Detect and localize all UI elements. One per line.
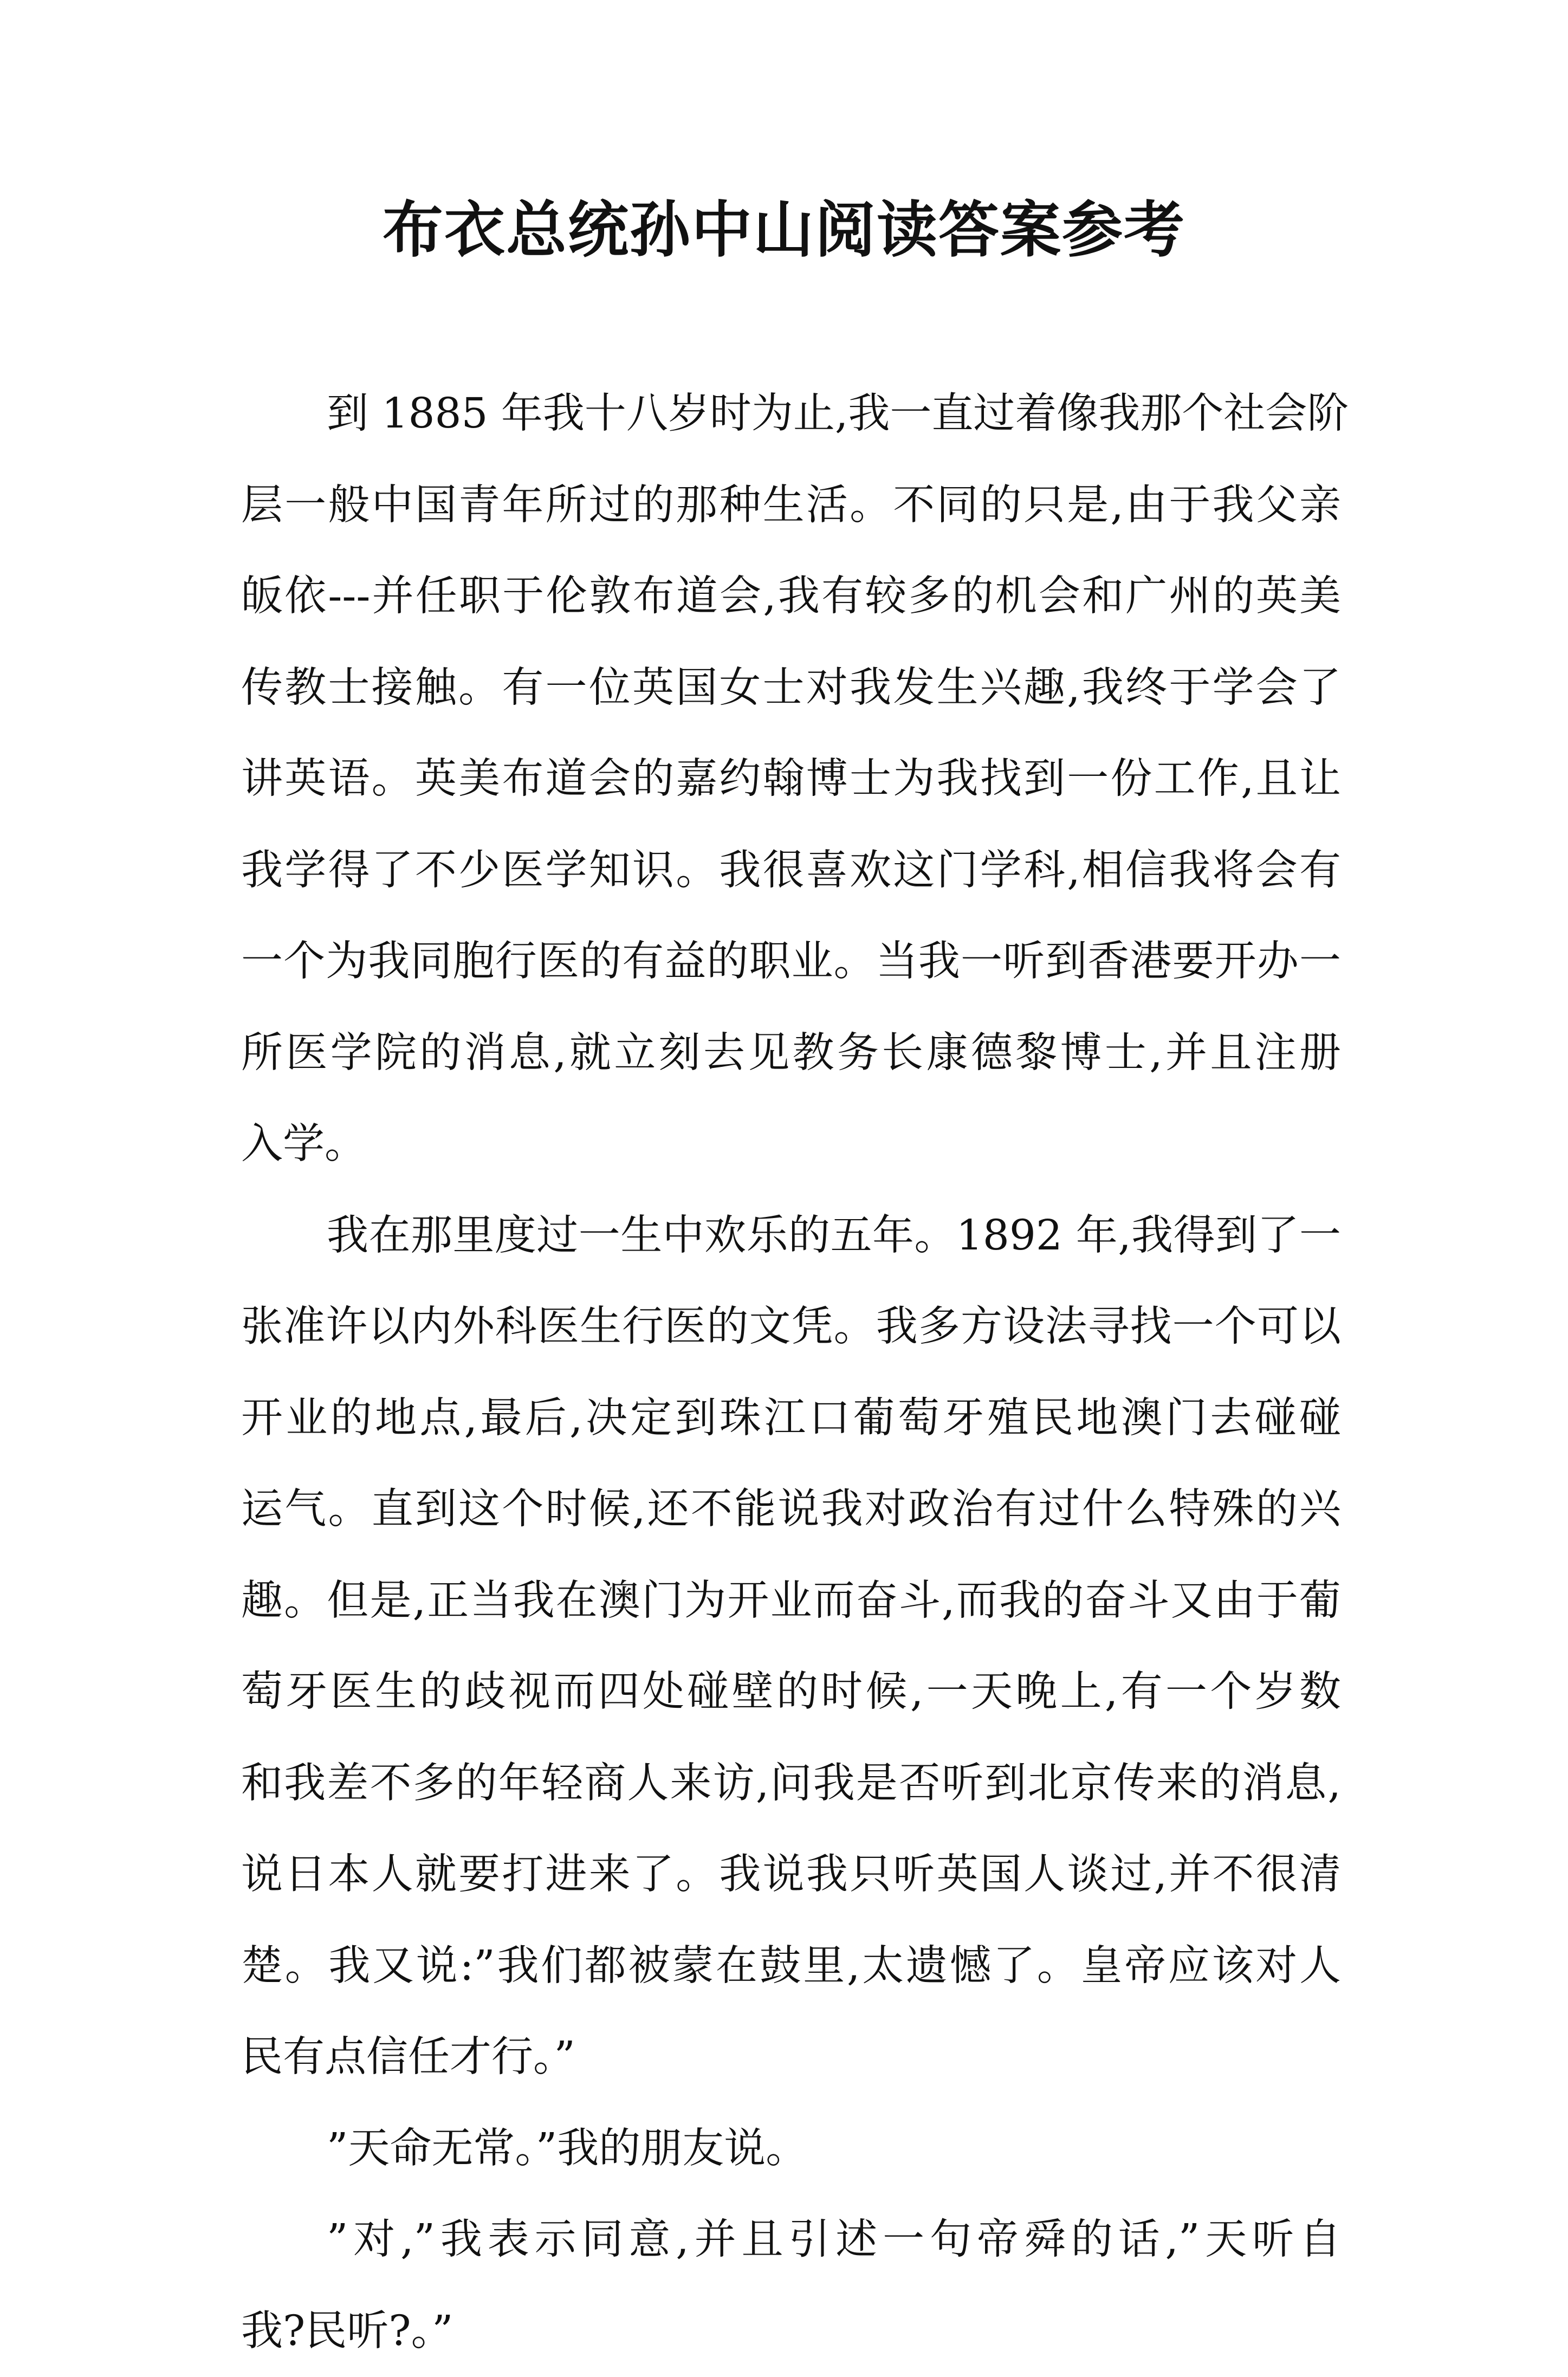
- paragraph-line: 萄牙医生的歧视而四处碰壁的时候,一天晚上,有一个岁数: [241, 1647, 1341, 1738]
- paragraph-line: 我学得了不少医学知识。我很喜欢这门学科,相信我将会有: [241, 825, 1341, 917]
- paragraph-line: 一个为我同胞行医的有益的职业。当我一听到香港要开办一: [241, 916, 1341, 1008]
- paragraph-line: 趣。但是,正当我在澳门为开业而奋斗,而我的奋斗又由于葡: [241, 1556, 1341, 1647]
- paragraph-line: 讲英语。英美布道会的嘉约翰博士为我找到一份工作,且让: [241, 734, 1341, 825]
- paragraph-line: 皈依---并任职于伦敦布道会,我有较多的机会和广州的英美: [241, 551, 1341, 643]
- document-title: 布衣总统孙中山阅读答案参考: [0, 192, 1568, 268]
- document-body: [241, 368, 1341, 2377]
- paragraph-line: ”天命无常。”我的朋友说。: [241, 2103, 1341, 2195]
- paragraph-line: 入学。: [241, 1099, 1341, 1190]
- paragraph-line: 我?民听?。”: [241, 2286, 1341, 2377]
- paragraph-line: 所医学院的消息,就立刻去见教务长康德黎博士,并且注册: [241, 1008, 1341, 1099]
- paragraph-line: 和我差不多的年轻商人来访,问我是否听到北京传来的消息,: [241, 1738, 1341, 1830]
- paragraph-line: 层一般中国青年所过的那种生活。不同的只是,由于我父亲: [241, 460, 1341, 552]
- paragraph-line: ”对,”我表示同意,并且引述一句帝舜的话,”天听自: [241, 2194, 1341, 2286]
- paragraph-line: 传教士接触。有一位英国女士对我发生兴趣,我终于学会了: [241, 643, 1341, 734]
- paragraph-line: 到 1885 年我十八岁时为止,我一直过着像我那个社会阶: [241, 368, 1341, 460]
- paragraph-line: 楚。我又说:”我们都被蒙在鼓里,太遗憾了。皇帝应该对人: [241, 1921, 1341, 2012]
- paragraph-line: 运气。直到这个时候,还不能说我对政治有过什么特殊的兴: [241, 1464, 1341, 1556]
- paragraph-line: 说日本人就要打进来了。我说我只听英国人谈过,并不很清: [241, 1829, 1341, 1921]
- paragraph-line: 开业的地点,最后,决定到珠江口葡萄牙殖民地澳门去碰碰: [241, 1373, 1341, 1465]
- paragraph-line: 我在那里度过一生中欢乐的五年。1892 年,我得到了一: [241, 1190, 1341, 1282]
- paragraph-line: 张准许以内外科医生行医的文凭。我多方设法寻找一个可以: [241, 1281, 1341, 1373]
- paragraph-line: 民有点信任才行。”: [241, 2012, 1341, 2103]
